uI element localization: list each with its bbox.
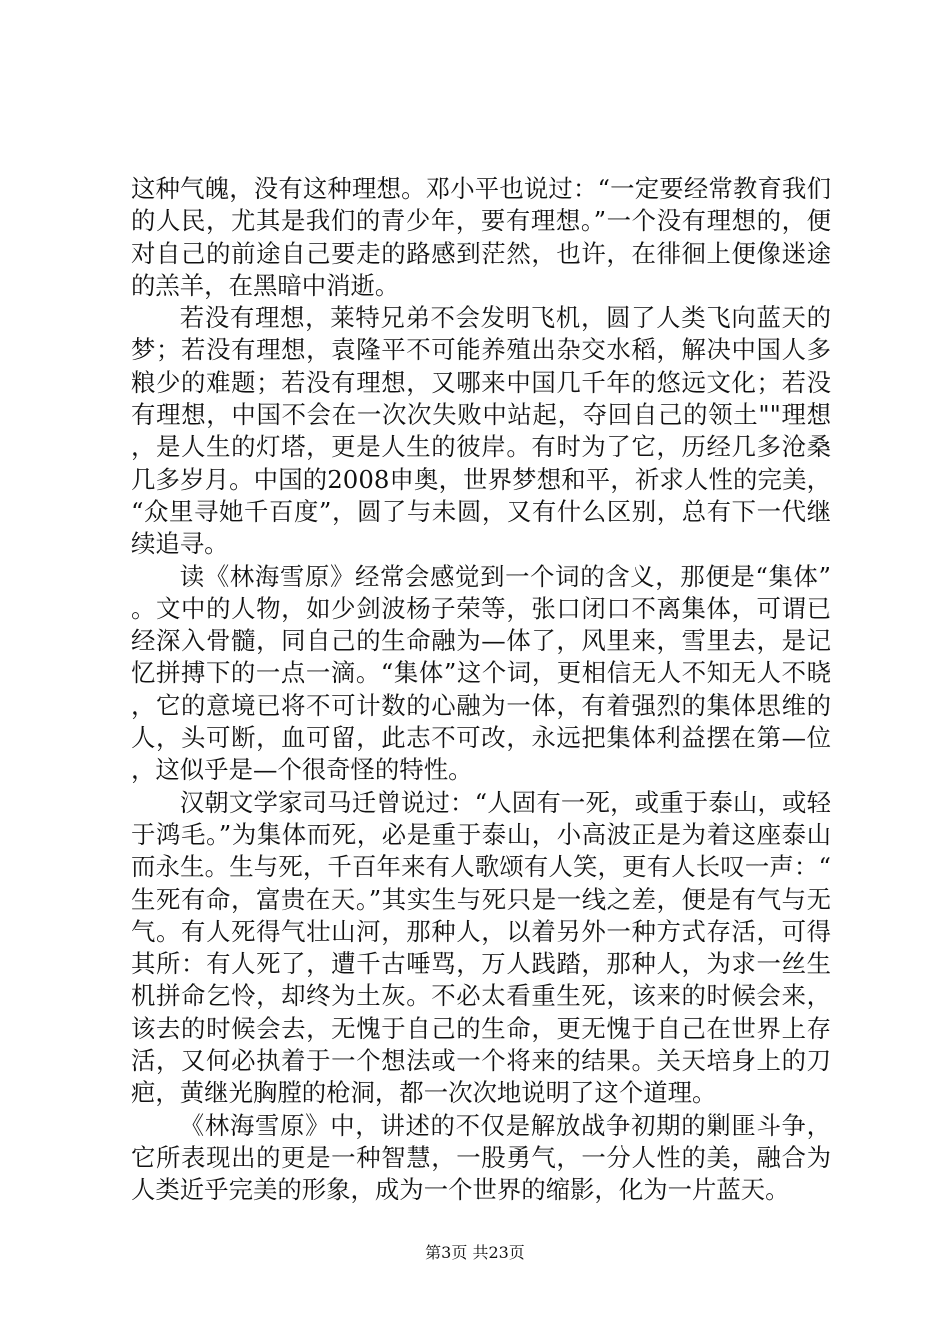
paragraph-conclusion: 《林海雪原》中，讲述的不仅是解放战争初期的剿匪斗争，它所表现出的更是一种智慧，一股勇气，一分人性的美，融合为人类近乎完美的形象，成为一个世界的缩影，化为一片蓝天。 <box>131 1110 831 1205</box>
paragraph-life-and-death: 汉朝文学家司马迁曾说过：“人固有一死，或重于泰山，或轻于鸿毛。”为集体而死，必是重于泰山，小高波正是为着这座泰山而永生。生与死，千百年来有人歌颂有人笑，更有人长叹一声：“生死有命，富贵在天。”其实生与死只是一线之差，便是有气与无气。有人死得气壮山河，那种人，以着另外一种方式存活，可得其所：有人死了，遭千古唾骂，万人践踏，那种人，为求一丝生机拼命乞怜，却终为土灰。不必太看重生死，该来的时候会来，该去的时候会去，无愧于自己的生命，更无愧于自己在世界上存活，又何必执着于一个想法或一个将来的结果。关天培身上的刀疤，黄继光胸膛的枪洞，都一次次地说明了这个道理。 <box>131 787 831 1108</box>
page-number: 第3页 共23页 <box>425 1243 525 1262</box>
paragraph-collective: 读《林海雪原》经常会感觉到一个词的含义，那便是“集体”。文中的人物，如少剑波杨子荣等，张口闭口不离集体，可谓已经深入骨髓，同自己的生命融为—体了，风里来，雪里去，是记忆拼搏下的一点一滴。“集体”这个词，更相信无人不知无人不晓，它的意境已将不可计数的心融为一体，有着强烈的集体思维的人，头可断，血可留，此志不可改，永远把集体利益摆在第—位，这似乎是—个很奇怪的特性。 <box>131 561 831 785</box>
paragraph-ideals: 若没有理想，莱特兄弟不会发明飞机，圆了人类飞向蓝天的梦；若没有理想，袁隆平不可能养殖出杂交水稻，解决中国人多粮少的难题；若没有理想，又哪来中国几千年的悠远文化；若没有理想，中国不会在一次次失败中站起，夺回自己的领土""理想，是人生的灯塔，更是人生的彼岸。有时为了它，历经几多沧桑几多岁月。中国的2008申奥，世界梦想和平，祈求人性的完美，“众里寻她千百度”，圆了与未圆，又有什么区别，总有下一代继续追寻。 <box>131 303 831 559</box>
paragraph-continuation: 这种气魄，没有这种理想。邓小平也说过：“一定要经常教育我们的人民，尤其是我们的青少年，要有理想。”一个没有理想的，便对自己的前途自己要走的路感到茫然，也许，在徘徊上便像迷途的羔羊，在黑暗中消逝。 <box>131 174 831 300</box>
document-body <box>131 173 831 1207</box>
page-footer <box>0 1243 950 1263</box>
